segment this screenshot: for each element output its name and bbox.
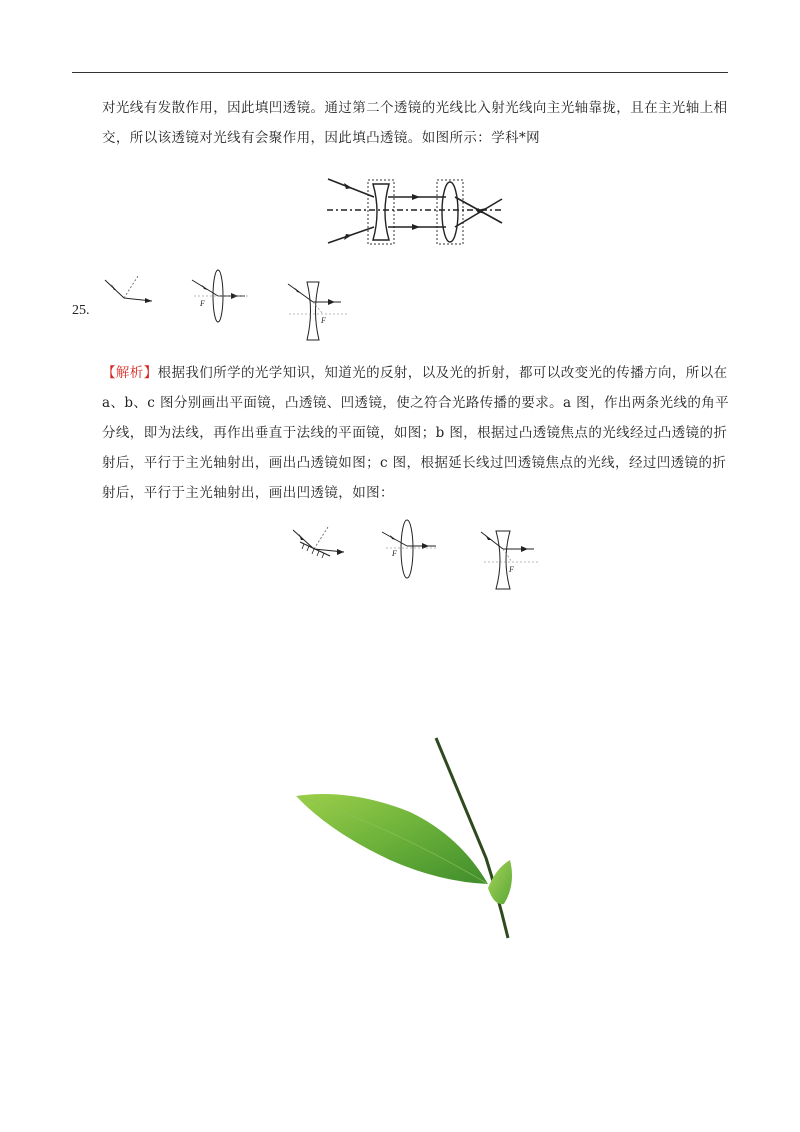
answer-figure-b <box>380 518 440 582</box>
question-figure-a <box>102 272 162 312</box>
analysis-paragraph <box>102 358 732 508</box>
focal-label-b: F <box>200 299 205 308</box>
question-number: 25. <box>72 303 90 318</box>
analysis-tag: 【解析】 <box>102 365 158 381</box>
concave-lens-box <box>368 180 394 244</box>
bamboo-leaf-main <box>296 794 488 884</box>
lens-diagram <box>322 170 512 252</box>
concave-lens <box>373 184 389 240</box>
answer-figure-c <box>478 527 544 593</box>
bamboo-leaf-illustration <box>290 736 520 942</box>
focal-label-ans-b: F <box>392 549 397 558</box>
header-rule <box>72 72 728 73</box>
answer-figure-a <box>290 524 360 564</box>
bamboo-leaf-small <box>488 860 512 904</box>
question-figure-c <box>285 278 349 344</box>
question-figure-b <box>190 268 250 326</box>
convex-lens-box <box>437 180 463 244</box>
paragraph-answer-24: 对光线有发散作用，因此填凹透镜。通过第二个透镜的光线比入射光线向主光轴靠拢，且在主光轴上相交，所以该透镜对光线有会聚作用，因此填凸透镜。如图所示：学科*网 <box>102 100 728 146</box>
analysis-text: 根据我们所学的光学知识，知道光的反射，以及光的折射，都可以改变光的传播方向，所以在 a、b、c 图分别画出平面镜，凸透镜、凹透镜，使之符合光路传播的要求。a 图，作出两条光线的角平分线，即为法线，再作出垂直于法线的平面镜，如图；b 图，根据过凸透镜焦点的光线经过凸透镜的折射后，平行于主光轴射出，画出凸透镜如图；c 图，根据延长线过凹透镜焦点的光线，经过凹透镜的折射后，平行于主光轴射出，画出凹透镜，如图： <box>102 365 730 501</box>
plane-mirror <box>300 542 330 556</box>
convex-lens <box>442 182 458 242</box>
focal-label-ans-c: F <box>509 565 514 574</box>
focal-label-c: F <box>321 316 326 325</box>
